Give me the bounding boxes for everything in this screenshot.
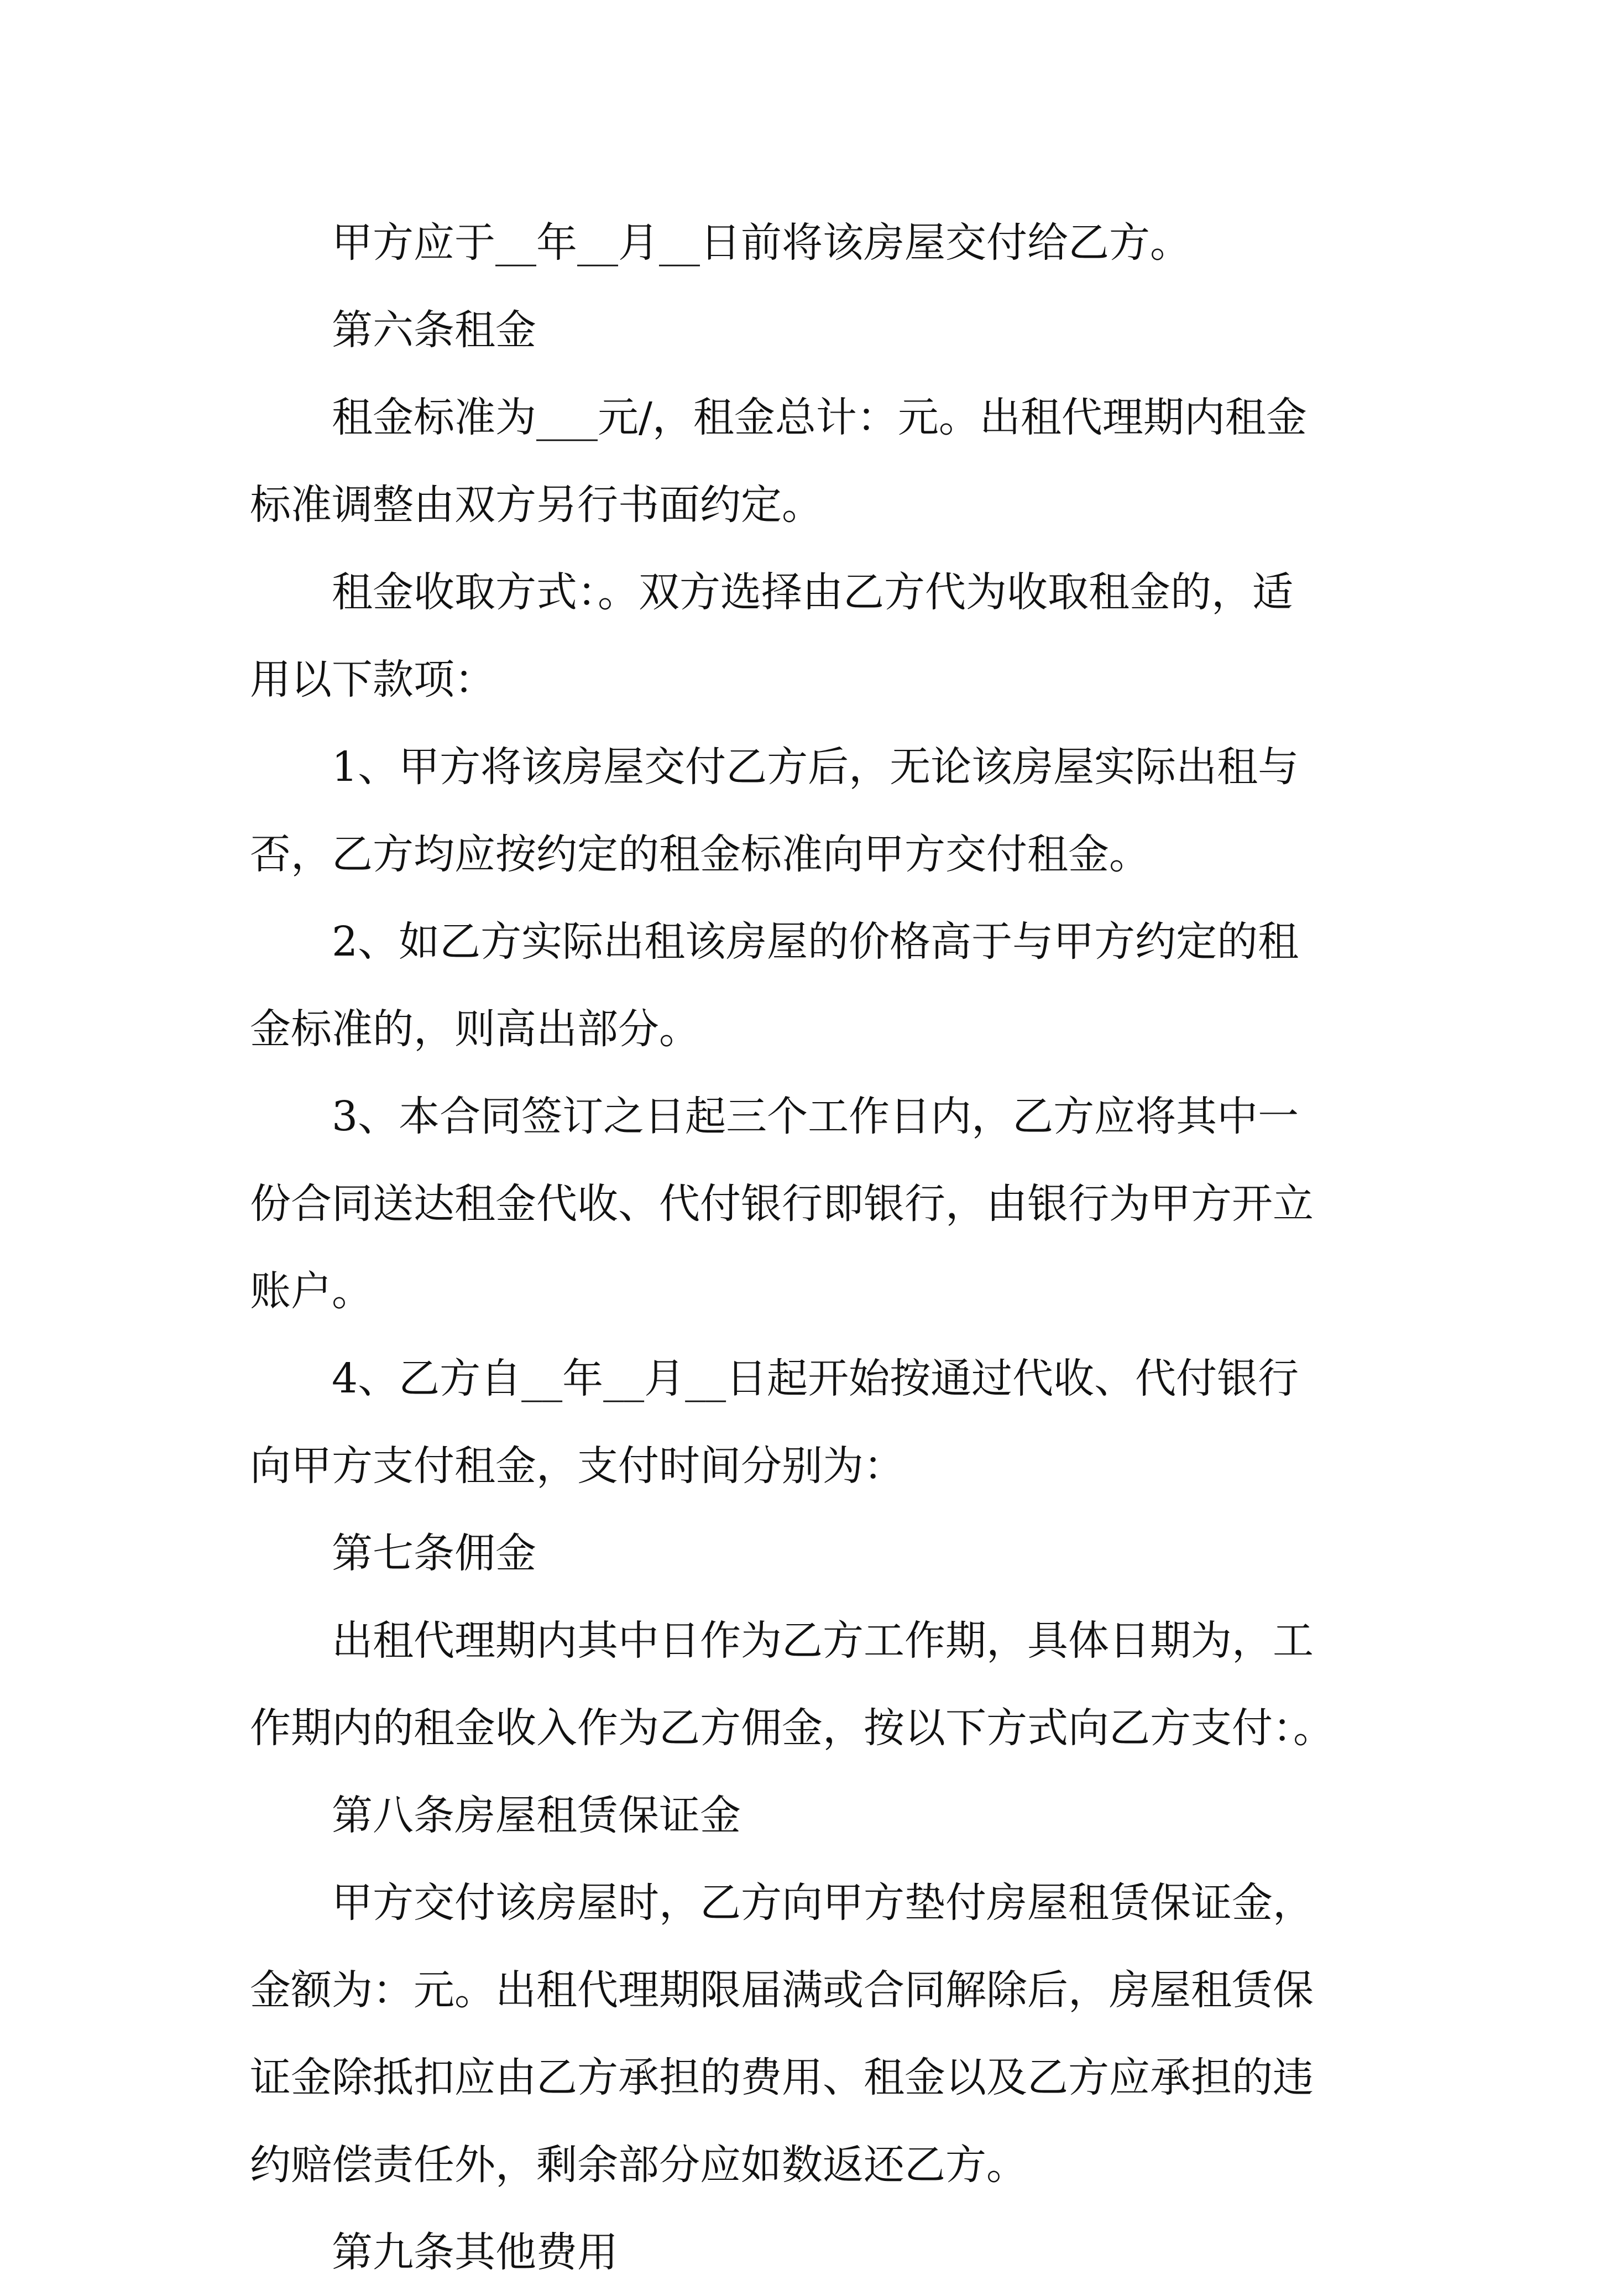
text-line: 租金收取方式：。双方选择由乙方代为收取租金的，适 bbox=[332, 568, 1293, 616]
text-line: 证金除抵扣应由乙方承担的费用、租金以及乙方应承担的违 bbox=[250, 2054, 1314, 2101]
heading-article-7-commission bbox=[250, 1510, 1372, 1597]
text-line: 作期内的租金收入作为乙方佣金，按以下方式向乙方支付：。 bbox=[250, 1704, 1334, 1752]
heading-article-8-deposit bbox=[250, 1772, 1372, 1859]
paragraph-rent-standard bbox=[250, 374, 1372, 549]
text-line: 向甲方支付租金，支付时间分别为： bbox=[250, 1442, 904, 1490]
text-line: 约赔偿责任外，剩余部分应如数返还乙方。 bbox=[250, 2141, 1027, 2189]
text-line: 1、甲方将该房屋交付乙方后，无论该房屋实际出租与 bbox=[332, 743, 1299, 791]
text-line: 甲方交付该房屋时，乙方向甲方垫付房屋租赁保证金， bbox=[332, 1879, 1314, 1927]
text-line: 金标准的，则高出部分。 bbox=[250, 1005, 700, 1053]
list-item-3 bbox=[250, 1073, 1372, 1335]
text-line: 2、如乙方实际出租该房屋的价格高于与甲方约定的租 bbox=[332, 918, 1299, 966]
list-item-4 bbox=[250, 1335, 1372, 1510]
paragraph-delivery-date bbox=[250, 199, 1372, 286]
text-line: 租金标准为___元/，租金总计：元。出租代理期内租金 bbox=[332, 394, 1307, 441]
text-line: 出租代理期内其中日作为乙方工作期，具体日期为，工 bbox=[332, 1617, 1314, 1664]
section-heading: 第六条租金 bbox=[332, 306, 536, 354]
section-heading: 第九条其他费用 bbox=[332, 2229, 618, 2276]
text-line: 用以下款项： bbox=[250, 656, 495, 703]
text-line: 金额为：元。出租代理期限届满或合同解除后，房屋租赁保 bbox=[250, 1966, 1314, 2014]
text-line: 标准调整由双方另行书面约定。 bbox=[250, 481, 823, 529]
section-heading: 第七条佣金 bbox=[332, 1530, 536, 1577]
heading-article-9-other-fees bbox=[250, 2209, 1372, 2296]
document-body bbox=[250, 199, 1372, 2296]
text-line: 3、本合同签订之日起三个工作日内，乙方应将其中一 bbox=[332, 1093, 1299, 1140]
paragraph-commission bbox=[250, 1597, 1372, 1772]
text-line: 甲方应于__年__月__日前将该房屋交付给乙方。 bbox=[332, 219, 1191, 267]
heading-article-6-rent bbox=[250, 286, 1372, 374]
text-line: 否，乙方均应按约定的租金标准向甲方交付租金。 bbox=[250, 831, 1150, 878]
paragraph-deposit bbox=[250, 1859, 1372, 2209]
text-line: 4、乙方自__年__月__日起开始按通过代收、代付银行 bbox=[332, 1355, 1299, 1402]
list-item-1 bbox=[250, 723, 1372, 898]
list-item-2 bbox=[250, 898, 1372, 1073]
paragraph-rent-collection bbox=[250, 549, 1372, 723]
text-line: 账户。 bbox=[250, 1267, 373, 1315]
section-heading: 第八条房屋租赁保证金 bbox=[332, 1792, 741, 1839]
text-line: 份合同送达租金代收、代付银行即银行，由银行为甲方开立 bbox=[250, 1180, 1314, 1228]
